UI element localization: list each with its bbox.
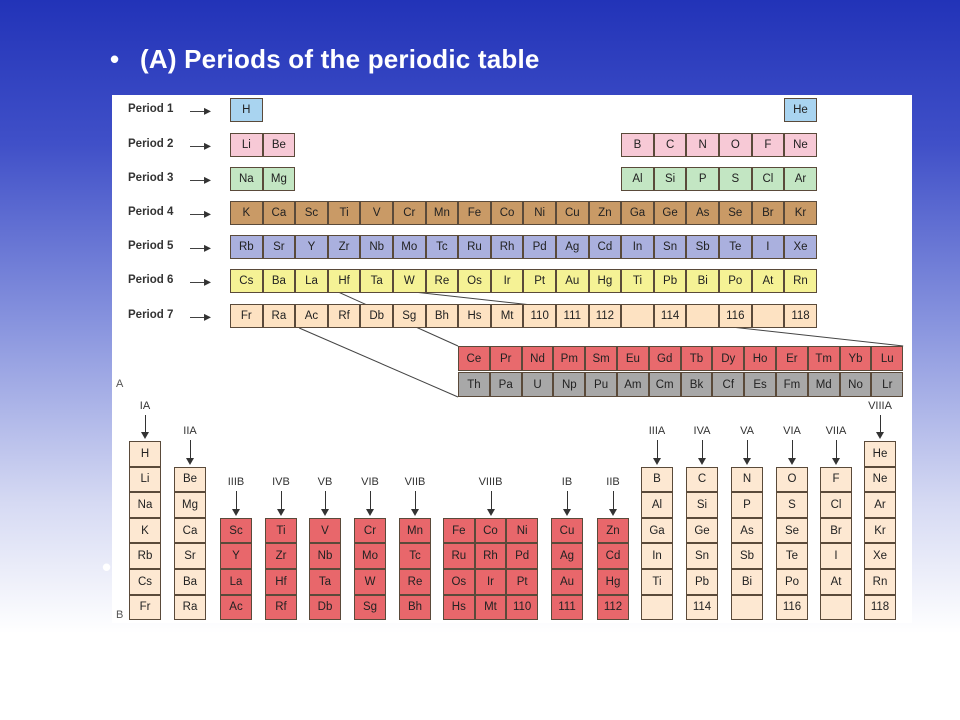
group-element-cell: In — [641, 543, 673, 569]
group-element-cell: 112 — [597, 595, 629, 621]
lanthanide-cell: Ce — [458, 346, 490, 371]
group-arrow-icon — [236, 491, 237, 510]
element-cell: Os — [458, 269, 491, 293]
group-element-cell: Bh — [399, 595, 431, 621]
lanthanide-cell: Dy — [712, 346, 744, 371]
element-cell: 112 — [589, 304, 622, 328]
period-arrow-icon: —▸ — [190, 239, 212, 255]
element-cell: Hs — [458, 304, 491, 328]
group-arrow-icon — [145, 415, 146, 433]
group-label: VIIIA — [868, 400, 892, 412]
group-arrow-icon — [880, 415, 881, 433]
element-cell — [621, 304, 654, 328]
group-arrow-icon — [281, 491, 282, 510]
period-arrow-icon: —▸ — [190, 273, 212, 289]
element-cell: Mo — [393, 235, 426, 259]
group-element-cell: Al — [641, 492, 673, 518]
element-cell: Sc — [295, 201, 328, 225]
group-label: IVB — [272, 476, 290, 488]
group-arrow-icon — [792, 440, 793, 459]
actinide-cell: Pu — [585, 372, 617, 397]
group-element-cell: At — [820, 569, 852, 595]
group-element-cell: Sg — [354, 595, 386, 621]
group-label: IIA — [183, 425, 197, 437]
group-element-cell — [641, 595, 673, 621]
group-label: VIA — [783, 425, 801, 437]
group-element-cell: Ag — [551, 543, 583, 569]
group-element-cell: Hf — [265, 569, 297, 595]
element-cell: Sr — [263, 235, 296, 259]
element-cell: S — [719, 167, 752, 191]
actinide-cell: Th — [458, 372, 490, 397]
element-cell: La — [295, 269, 328, 293]
group-element-cell: Mo — [354, 543, 386, 569]
group-label: IVA — [693, 425, 711, 437]
group-element-cell: As — [731, 518, 763, 544]
element-cell: Ba — [263, 269, 296, 293]
group-label: VB — [317, 476, 333, 488]
period-arrow-icon: —▸ — [190, 137, 212, 153]
group-label: VIIA — [825, 425, 847, 437]
group-element-cell: Sc — [220, 518, 252, 544]
slide-bullet-2: • — [102, 552, 112, 582]
group-element-cell: He — [864, 441, 896, 467]
element-cell: C — [654, 133, 687, 157]
group-element-cell: Ta — [309, 569, 341, 595]
period-arrow-icon: —▸ — [190, 308, 212, 324]
group-element-cell: Db — [309, 595, 341, 621]
element-cell: Br — [752, 201, 785, 225]
element-cell: Pt — [523, 269, 556, 293]
group-element-cell: Li — [129, 467, 161, 493]
element-cell: 118 — [784, 304, 817, 328]
slide-bullet: • — [110, 44, 120, 74]
group-arrow-icon — [657, 440, 658, 459]
element-cell: Ca — [263, 201, 296, 225]
element-cell: Co — [491, 201, 524, 225]
element-cell: B — [621, 133, 654, 157]
element-cell: Xe — [784, 235, 817, 259]
group-element-cell: 114 — [686, 595, 718, 621]
element-cell: Be — [263, 133, 296, 157]
element-cell: V — [360, 201, 393, 225]
element-cell: Hf — [328, 269, 361, 293]
element-cell: N — [686, 133, 719, 157]
element-cell: Ru — [458, 235, 491, 259]
group-element-cell: Ir — [475, 569, 507, 595]
element-cell: Fe — [458, 201, 491, 225]
lanthanide-cell: Tm — [808, 346, 840, 371]
element-cell: Zr — [328, 235, 361, 259]
element-cell: Rh — [491, 235, 524, 259]
element-cell: Ac — [295, 304, 328, 328]
element-cell: 116 — [719, 304, 752, 328]
group-arrow-icon — [613, 491, 614, 510]
element-cell: Fr — [230, 304, 263, 328]
group-arrow-icon — [370, 491, 371, 510]
element-cell: P — [686, 167, 719, 191]
group-label: IIIA — [648, 425, 666, 437]
element-cell: Re — [426, 269, 459, 293]
group-label: VIIB — [404, 476, 426, 488]
element-cell: As — [686, 201, 719, 225]
element-cell: Ar — [784, 167, 817, 191]
element-cell: Nb — [360, 235, 393, 259]
actinide-cell: No — [840, 372, 872, 397]
figure-a-label: A — [116, 378, 124, 390]
actinide-cell: Lr — [871, 372, 903, 397]
period-label: Period 3 — [128, 172, 174, 184]
group-element-cell: Pb — [686, 569, 718, 595]
group-element-cell: Te — [776, 543, 808, 569]
group-element-cell: Sr — [174, 543, 206, 569]
lanthanide-cell: Ho — [744, 346, 776, 371]
period-arrow-icon: —▸ — [190, 205, 212, 221]
period-arrow-icon: —▸ — [190, 171, 212, 187]
actinide-cell: Cm — [649, 372, 681, 397]
element-cell: Ra — [263, 304, 296, 328]
element-cell: Rb — [230, 235, 263, 259]
group-element-cell: Rh — [475, 543, 507, 569]
element-cell: Li — [230, 133, 263, 157]
element-cell: Cl — [752, 167, 785, 191]
group-element-cell — [731, 595, 763, 621]
actinide-cell: Cf — [712, 372, 744, 397]
periodic-table-figure — [112, 95, 912, 623]
actinide-cell: Am — [617, 372, 649, 397]
group-element-cell: I — [820, 543, 852, 569]
group-label: IIIB — [227, 476, 245, 488]
group-element-cell: Au — [551, 569, 583, 595]
group-element-cell: Rf — [265, 595, 297, 621]
element-cell: Po — [719, 269, 752, 293]
group-element-cell: F — [820, 467, 852, 493]
group-element-cell: 111 — [551, 595, 583, 621]
group-element-cell: Fe — [443, 518, 475, 544]
element-cell: Tc — [426, 235, 459, 259]
group-arrow-icon — [747, 440, 748, 459]
group-element-cell: Cl — [820, 492, 852, 518]
element-cell: K — [230, 201, 263, 225]
group-element-cell: Tc — [399, 543, 431, 569]
period-label: Period 7 — [128, 309, 174, 321]
element-cell: Ta — [360, 269, 393, 293]
group-element-cell: Mg — [174, 492, 206, 518]
figure-b-label: B — [116, 609, 124, 621]
group-label: VIIIB — [478, 476, 503, 488]
element-cell: F — [752, 133, 785, 157]
lanthanide-cell: Sm — [585, 346, 617, 371]
group-element-cell: Ti — [641, 569, 673, 595]
element-cell: Rn — [784, 269, 817, 293]
group-element-cell: B — [641, 467, 673, 493]
group-element-cell: Os — [443, 569, 475, 595]
element-cell: Ag — [556, 235, 589, 259]
element-cell: Rf — [328, 304, 361, 328]
group-element-cell: Ba — [174, 569, 206, 595]
group-element-cell: Ac — [220, 595, 252, 621]
group-element-cell: Ni — [506, 518, 538, 544]
element-cell: Pd — [523, 235, 556, 259]
period-label: Period 6 — [128, 274, 174, 286]
element-cell — [752, 304, 785, 328]
element-cell: Mg — [263, 167, 296, 191]
group-element-cell: Pt — [506, 569, 538, 595]
element-cell: W — [393, 269, 426, 293]
element-cell: At — [752, 269, 785, 293]
group-element-cell: Se — [776, 518, 808, 544]
group-element-cell: Y — [220, 543, 252, 569]
group-label: IB — [561, 476, 573, 488]
element-cell: Kr — [784, 201, 817, 225]
period-arrow-icon: —▸ — [190, 102, 212, 118]
element-cell: H — [230, 98, 263, 122]
group-element-cell: Si — [686, 492, 718, 518]
group-element-cell: Cd — [597, 543, 629, 569]
group-element-cell: Ca — [174, 518, 206, 544]
group-element-cell: Cr — [354, 518, 386, 544]
group-element-cell: 116 — [776, 595, 808, 621]
group-element-cell: Mn — [399, 518, 431, 544]
group-element-cell: S — [776, 492, 808, 518]
group-element-cell: K — [129, 518, 161, 544]
element-cell: O — [719, 133, 752, 157]
element-cell: Ne — [784, 133, 817, 157]
group-element-cell: Ga — [641, 518, 673, 544]
group-element-cell: Na — [129, 492, 161, 518]
group-element-cell: 118 — [864, 595, 896, 621]
group-element-cell: Zn — [597, 518, 629, 544]
group-element-cell: Nb — [309, 543, 341, 569]
period-label: Period 5 — [128, 240, 174, 252]
element-cell: Db — [360, 304, 393, 328]
actinide-cell: Fm — [776, 372, 808, 397]
slide-title: (A) Periods of the periodic table — [140, 44, 540, 74]
element-cell: He — [784, 98, 817, 122]
period-label: Period 1 — [128, 103, 174, 115]
element-cell: Mn — [426, 201, 459, 225]
element-cell: 110 — [523, 304, 556, 328]
element-cell: Pb — [654, 269, 687, 293]
group-element-cell: 110 — [506, 595, 538, 621]
group-element-cell: Ti — [265, 518, 297, 544]
group-arrow-icon — [491, 491, 492, 510]
group-element-cell: W — [354, 569, 386, 595]
group-element-cell: Xe — [864, 543, 896, 569]
element-cell: 114 — [654, 304, 687, 328]
element-cell: Y — [295, 235, 328, 259]
group-label: VA — [740, 425, 754, 437]
group-element-cell: Ne — [864, 467, 896, 493]
element-cell: Al — [621, 167, 654, 191]
group-element-cell: Br — [820, 518, 852, 544]
element-cell: 111 — [556, 304, 589, 328]
lanthanide-cell: Gd — [649, 346, 681, 371]
element-cell: Na — [230, 167, 263, 191]
element-cell: Cr — [393, 201, 426, 225]
group-element-cell: O — [776, 467, 808, 493]
group-element-cell: Ra — [174, 595, 206, 621]
group-element-cell: N — [731, 467, 763, 493]
element-cell: Te — [719, 235, 752, 259]
element-cell: Bh — [426, 304, 459, 328]
element-cell: In — [621, 235, 654, 259]
expansion-line — [299, 328, 458, 397]
lanthanide-cell: Nd — [522, 346, 554, 371]
actinide-cell: Np — [553, 372, 585, 397]
group-element-cell: Be — [174, 467, 206, 493]
period-label: Period 2 — [128, 138, 174, 150]
element-cell: I — [752, 235, 785, 259]
group-label: IIB — [606, 476, 620, 488]
element-cell: Ge — [654, 201, 687, 225]
element-cell: Hg — [589, 269, 622, 293]
actinide-cell: Bk — [681, 372, 713, 397]
element-cell: Bi — [686, 269, 719, 293]
group-element-cell: P — [731, 492, 763, 518]
group-element-cell: Zr — [265, 543, 297, 569]
group-element-cell: Cu — [551, 518, 583, 544]
group-element-cell: Ge — [686, 518, 718, 544]
group-element-cell: Hs — [443, 595, 475, 621]
element-cell: Si — [654, 167, 687, 191]
group-label: VIB — [361, 476, 379, 488]
lanthanide-cell: Yb — [840, 346, 872, 371]
lanthanide-cell: Tb — [681, 346, 713, 371]
element-cell: Ir — [491, 269, 524, 293]
group-arrow-icon — [190, 440, 191, 459]
group-element-cell: Sb — [731, 543, 763, 569]
element-cell: Sb — [686, 235, 719, 259]
lanthanide-cell: Eu — [617, 346, 649, 371]
group-element-cell: Mt — [475, 595, 507, 621]
element-cell — [686, 304, 719, 328]
group-element-cell: Co — [475, 518, 507, 544]
group-element-cell: Rn — [864, 569, 896, 595]
element-cell: Zn — [589, 201, 622, 225]
group-element-cell: Po — [776, 569, 808, 595]
group-element-cell: La — [220, 569, 252, 595]
element-cell: Sg — [393, 304, 426, 328]
group-element-cell: Ru — [443, 543, 475, 569]
element-cell: Ti — [621, 269, 654, 293]
group-element-cell: Ar — [864, 492, 896, 518]
element-cell: Ni — [523, 201, 556, 225]
element-cell: Sn — [654, 235, 687, 259]
actinide-cell: Es — [744, 372, 776, 397]
group-element-cell: Re — [399, 569, 431, 595]
group-arrow-icon — [702, 440, 703, 459]
element-cell: Mt — [491, 304, 524, 328]
group-element-cell: Hg — [597, 569, 629, 595]
group-arrow-icon — [325, 491, 326, 510]
element-cell: Cd — [589, 235, 622, 259]
element-cell: Se — [719, 201, 752, 225]
group-arrow-icon — [567, 491, 568, 510]
lanthanide-cell: Pr — [490, 346, 522, 371]
group-element-cell: Kr — [864, 518, 896, 544]
group-element-cell: Bi — [731, 569, 763, 595]
group-element-cell: C — [686, 467, 718, 493]
lanthanide-cell: Lu — [871, 346, 903, 371]
actinide-cell: Md — [808, 372, 840, 397]
period-label: Period 4 — [128, 206, 174, 218]
group-element-cell: Pd — [506, 543, 538, 569]
group-element-cell: V — [309, 518, 341, 544]
group-element-cell: Sn — [686, 543, 718, 569]
element-cell: Ga — [621, 201, 654, 225]
group-arrow-icon — [836, 440, 837, 459]
element-cell: Ti — [328, 201, 361, 225]
actinide-cell: U — [522, 372, 554, 397]
element-cell: Cu — [556, 201, 589, 225]
group-arrow-icon — [415, 491, 416, 510]
group-element-cell: Fr — [129, 595, 161, 621]
lanthanide-cell: Er — [776, 346, 808, 371]
group-element-cell: H — [129, 441, 161, 467]
element-cell: Au — [556, 269, 589, 293]
group-element-cell — [820, 595, 852, 621]
group-element-cell: Rb — [129, 543, 161, 569]
actinide-cell: Pa — [490, 372, 522, 397]
group-label: IA — [139, 400, 151, 412]
element-cell: Cs — [230, 269, 263, 293]
lanthanide-cell: Pm — [553, 346, 585, 371]
group-element-cell: Cs — [129, 569, 161, 595]
